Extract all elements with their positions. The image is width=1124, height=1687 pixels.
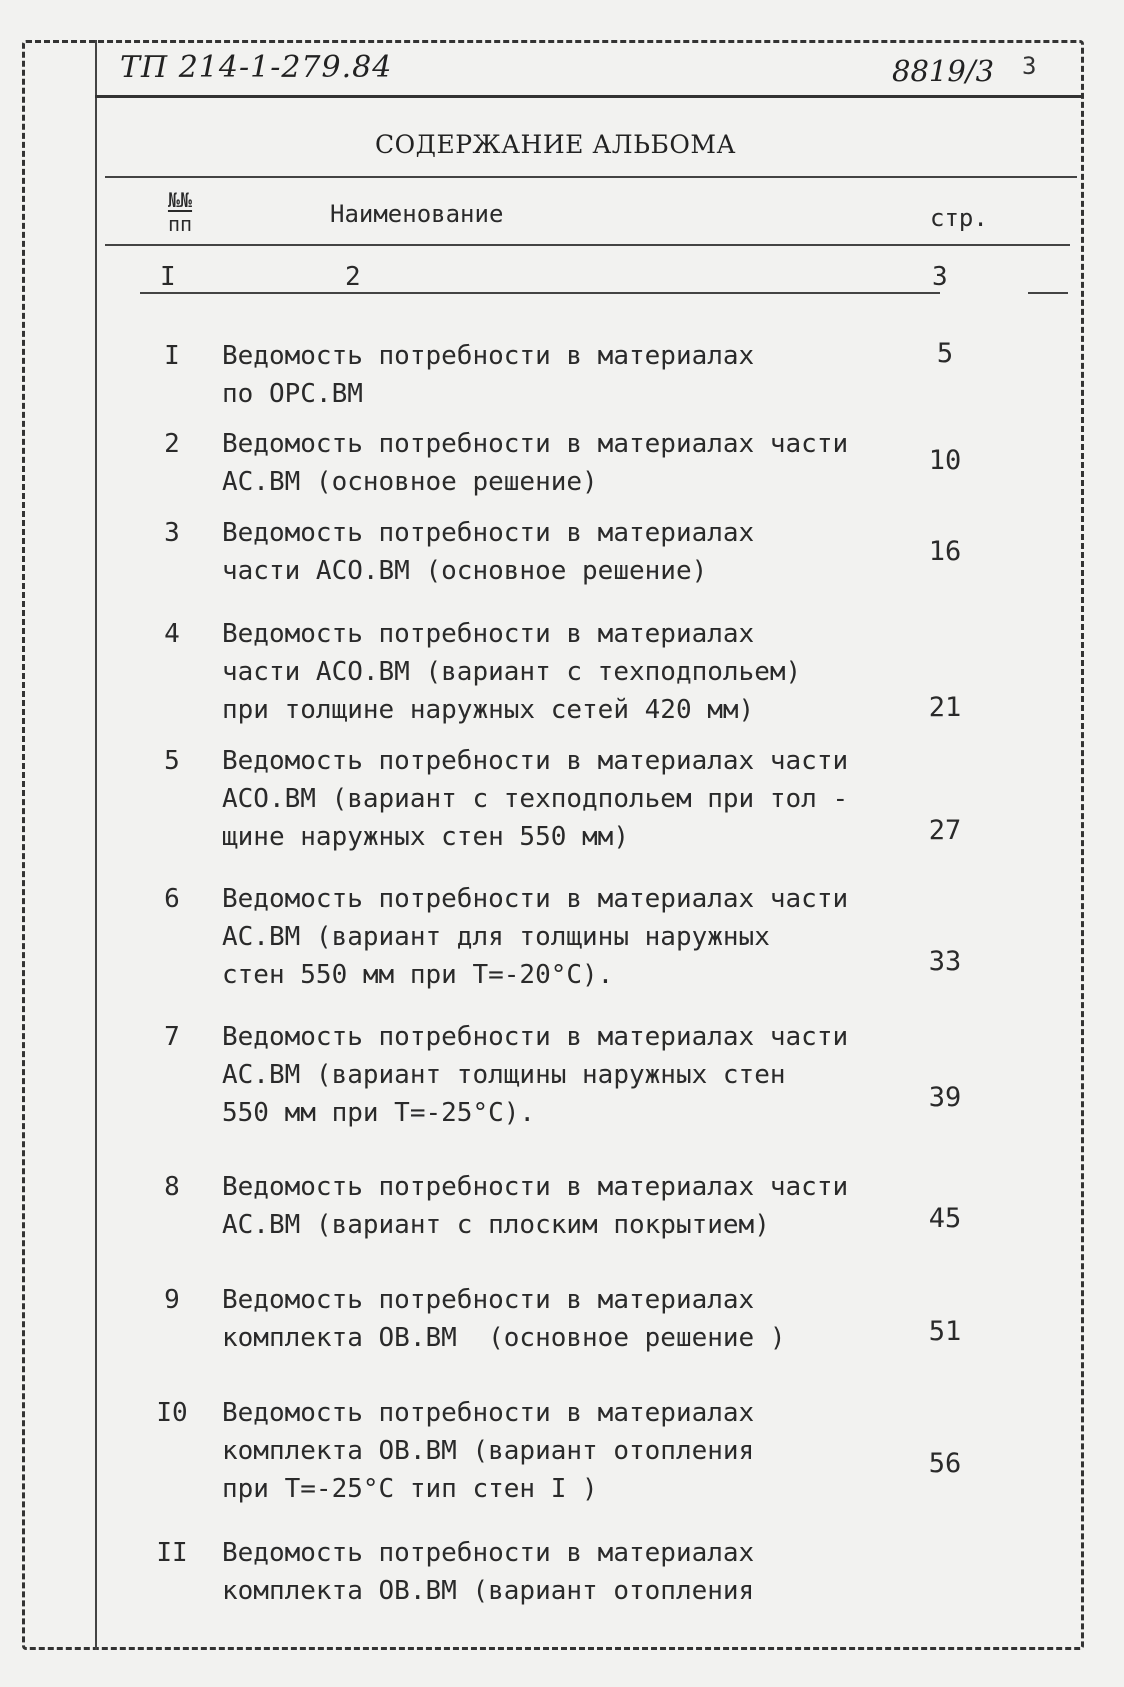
column-index-3: 3: [932, 262, 948, 292]
item-number: 5: [164, 746, 180, 776]
column-header-name: Наименование: [330, 200, 504, 228]
item-title-line: Ведомость потребности в материалах: [222, 341, 755, 371]
item-title-line: комплекта ОВ.ВМ (вариант отопления: [222, 1576, 755, 1606]
item-title-line: стен 550 мм при Т=-20°С).: [222, 960, 614, 990]
item-title-line: Ведомость потребности в материалах части: [222, 429, 849, 459]
item-title: [222, 880, 862, 994]
item-title: [222, 1534, 862, 1610]
page-title: СОДЕРЖАНИЕ АЛЬБОМА: [375, 130, 736, 159]
item-title-line: части АСО.ВМ (вариант с техподпольем): [222, 657, 802, 687]
item-title-line: АС.ВМ (вариант для толщины наружных: [222, 922, 770, 952]
inventory-number: 8819/3: [892, 54, 995, 88]
item-title-line: Ведомость потребности в материалах: [222, 619, 755, 649]
document-code: ТП 214-1-279.84: [120, 50, 393, 85]
item-title-line: Ведомость потребности в материалах части: [222, 884, 849, 914]
item-page-number: 21: [928, 692, 962, 723]
item-title-line: АСО.ВМ (вариант с техподпольем при тол -: [222, 784, 849, 814]
header-row-divider: [105, 244, 1070, 246]
item-title-line: Ведомость потребности в материалах: [222, 1538, 755, 1568]
binding-margin-line: [95, 40, 97, 1650]
column-index-2: 2: [345, 262, 361, 292]
column-header-number-top: №№: [167, 188, 193, 212]
item-number: 8: [164, 1172, 180, 1202]
item-title-line: 550 мм при Т=-25°С).: [222, 1098, 536, 1128]
index-row-divider-right: [1028, 292, 1068, 294]
item-number: 4: [164, 619, 180, 649]
item-title-line: Ведомость потребности в материалах: [222, 1285, 755, 1315]
index-row-divider: [140, 292, 940, 294]
item-number: 9: [164, 1285, 180, 1315]
item-number: I: [164, 341, 180, 371]
item-title-line: Ведомость потребности в материалах: [222, 518, 755, 548]
item-number: 7: [164, 1022, 180, 1052]
item-title-line: Ведомость потребности в материалах части: [222, 1172, 849, 1202]
header-divider: [95, 95, 1082, 98]
item-title-line: комплекта ОВ.ВМ (основное решение ): [222, 1323, 786, 1353]
item-title: [222, 425, 862, 501]
item-title: [222, 1018, 862, 1132]
item-title-line: при Т=-25°С тип стен I ): [222, 1474, 598, 1504]
item-number: II: [156, 1538, 188, 1568]
column-header-number-bottom: пп: [167, 212, 193, 236]
item-title-line: части АСО.ВМ (основное решение): [222, 556, 708, 586]
item-title: [222, 514, 862, 590]
sheet-number: 3: [1022, 52, 1037, 80]
item-number: 3: [164, 518, 180, 548]
item-title-line: Ведомость потребности в материалах части: [222, 1022, 849, 1052]
item-title-line: Ведомость потребности в материалах части: [222, 746, 849, 776]
item-page-number: 51: [928, 1316, 962, 1347]
item-page-number: 33: [928, 946, 962, 977]
item-title: [222, 615, 862, 729]
item-title: [222, 1394, 862, 1508]
item-page-number: 27: [928, 815, 962, 846]
item-page-number: 39: [928, 1082, 962, 1113]
item-page-number: 16: [928, 536, 962, 567]
item-number: 2: [164, 429, 180, 459]
item-title: [222, 337, 862, 413]
column-header-page: стр.: [930, 204, 988, 232]
item-title-line: АС.ВМ (основное решение): [222, 467, 598, 497]
item-title-line: АС.ВМ (вариант толщины наружных стен: [222, 1060, 786, 1090]
item-title-line: по ОРС.ВМ: [222, 379, 363, 409]
column-header-number: [160, 188, 200, 236]
item-title-line: комплекта ОВ.ВМ (вариант отопления: [222, 1436, 755, 1466]
item-page-number: 10: [928, 445, 962, 476]
item-number: I0: [156, 1398, 188, 1428]
item-title: [222, 1168, 862, 1244]
item-page-number: 5: [936, 338, 954, 369]
item-title-line: щине наружных стен 550 мм): [222, 822, 629, 852]
item-page-number: 45: [928, 1203, 962, 1234]
title-divider: [105, 176, 1077, 178]
column-index-1: I: [160, 262, 176, 292]
item-title: [222, 1281, 862, 1357]
item-title-line: Ведомость потребности в материалах: [222, 1398, 755, 1428]
item-title-line: АС.ВМ (вариант с плоским покрытием): [222, 1210, 770, 1240]
item-title: [222, 742, 862, 856]
item-title-line: при толщине наружных сетей 420 мм): [222, 695, 755, 725]
item-page-number: 56: [928, 1448, 962, 1479]
item-number: 6: [164, 884, 180, 914]
